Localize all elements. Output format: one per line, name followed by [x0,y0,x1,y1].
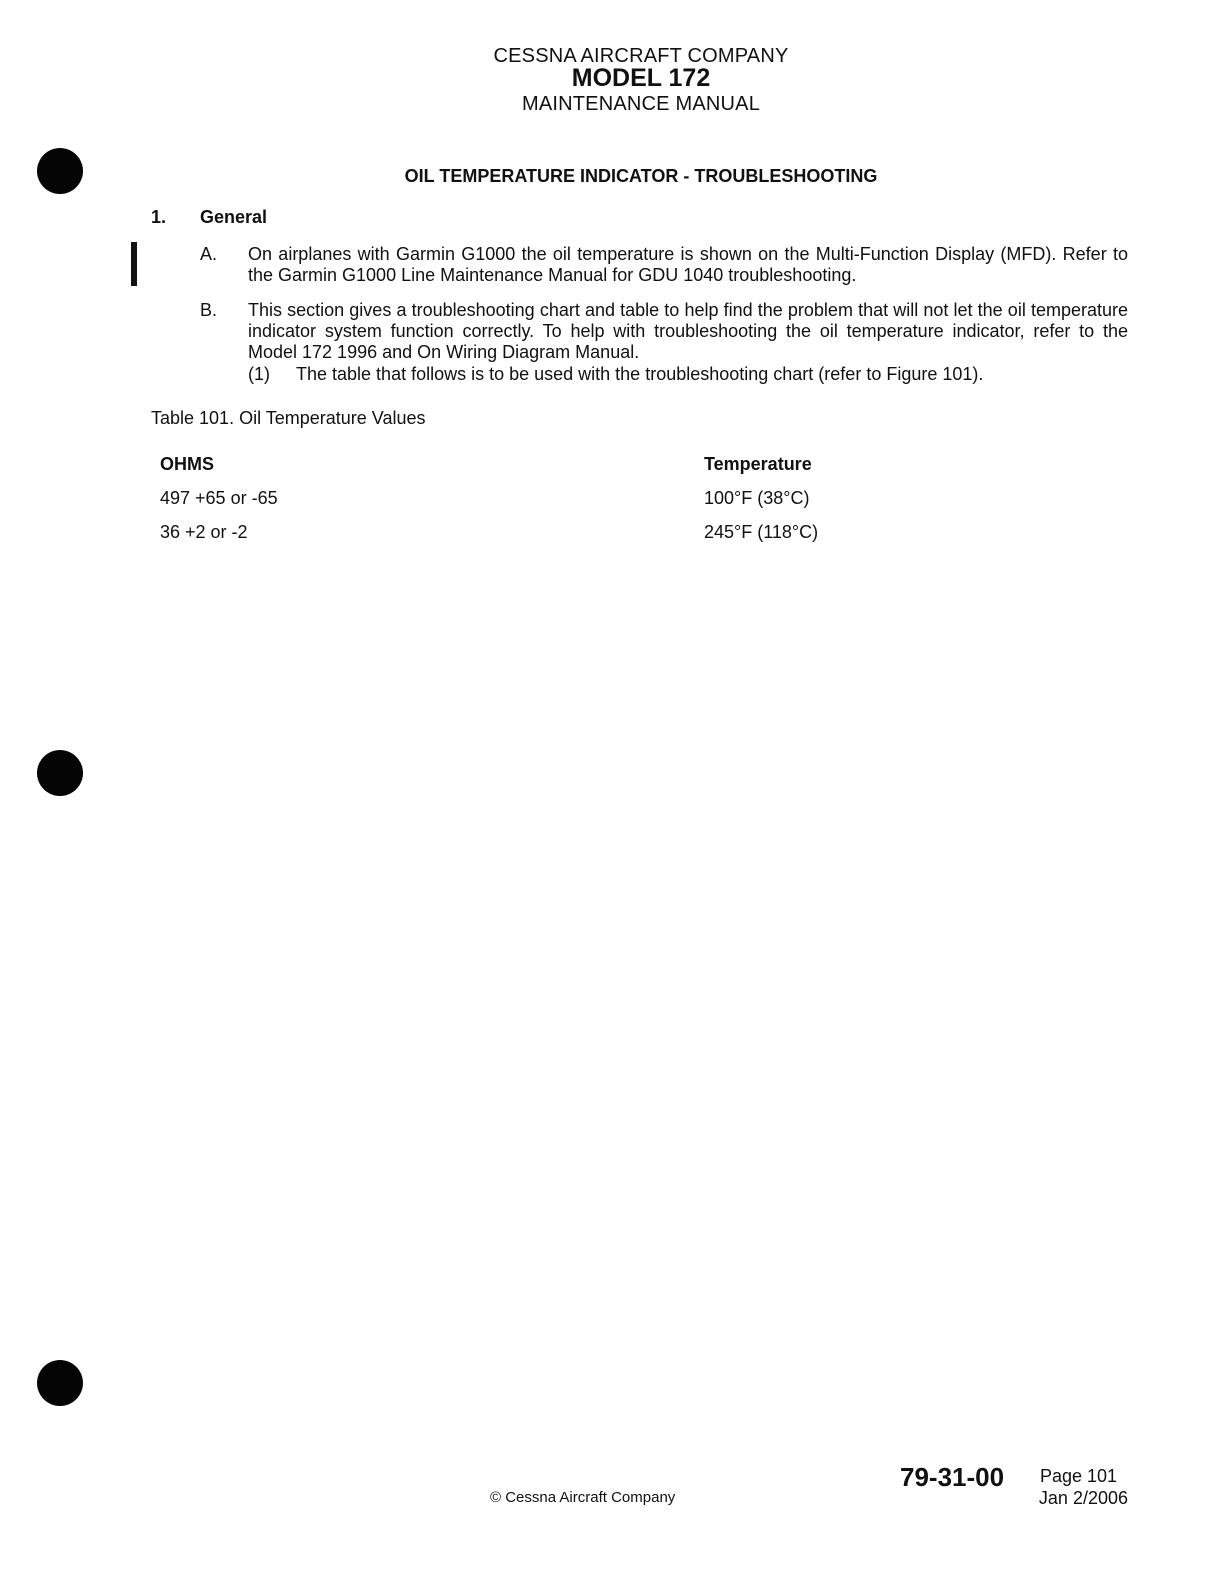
footer-copyright: © Cessna Aircraft Company [490,1489,676,1506]
header-company: CESSNA AIRCRAFT COMPANY [493,45,789,67]
subitem-text: The table that follows is to be used with the troubleshooting chart (refer to Figure 101). [296,364,984,384]
section-title: OIL TEMPERATURE INDICATOR - TROUBLESHOOTING [404,166,878,186]
subitem-1 [248,364,983,385]
item-letter-b: B. [200,300,218,320]
header-model: MODEL 172 [571,64,711,92]
paragraph-title: General [200,207,268,227]
table-cell: 36 +2 or -2 [160,522,248,542]
table-cell: 100°F (38°C) [704,488,810,508]
subitem-number: (1) [248,364,270,384]
table-header-ohms: OHMS [160,454,214,474]
revision-change-bar [131,242,137,286]
header-manual: MAINTENANCE MANUAL [521,93,761,115]
table-cell: 245°F (118°C) [704,522,819,542]
punch-hole-middle [37,750,83,796]
footer-date: Jan 2/2006 [1038,1488,1128,1508]
footer-page-number: Page 101 [1040,1466,1118,1486]
table-caption: Table 101. Oil Temperature Values [151,408,426,428]
table-cell: 497 +65 or -65 [160,488,278,508]
table-header-temperature: Temperature [704,454,812,474]
item-text-b: This section gives a troubleshooting chart and table to help find the problem that will not let the oil temperature indicator system function correctly. To help with troubleshooting the oil temperature indicator, refer to the Model 172 1996 and On Wiring Diagram Manual. [248,300,1128,362]
footer-chapter-code: 79-31-00 [900,1462,1005,1492]
item-letter-a: A. [200,244,218,264]
paragraph-number: 1. [151,207,167,227]
punch-hole-bottom [37,1360,83,1406]
item-text-a: On airplanes with Garmin G1000 the oil temperature is shown on the Multi-Function Display (MFD). Refer to the Garmin G1000 Line Maintenance Manual for GDU 1040 troubleshooting. [248,244,1128,285]
